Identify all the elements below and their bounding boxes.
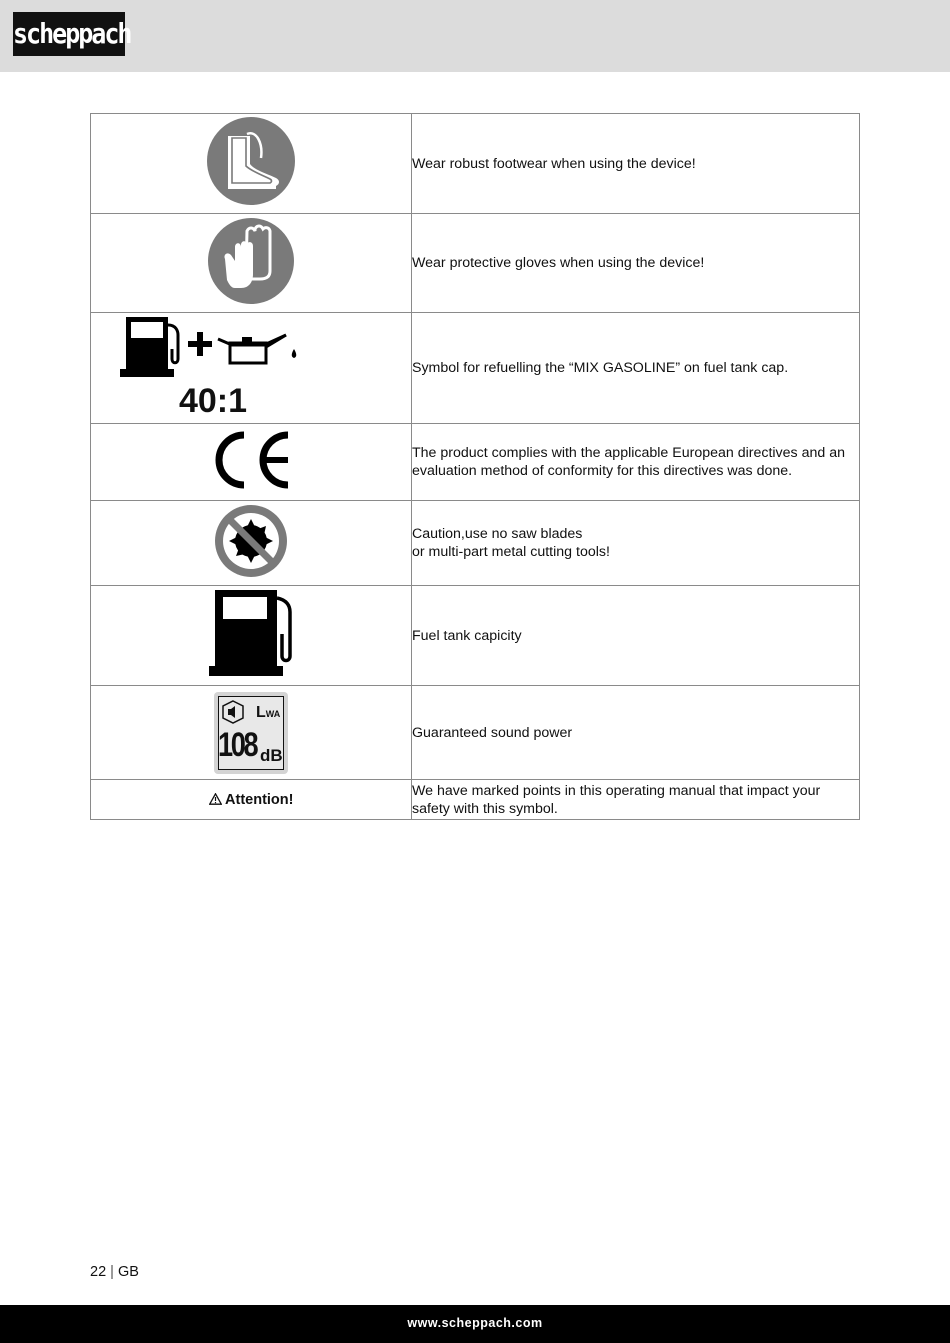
icon-cell: [91, 313, 412, 424]
fuel-mix-icon: [120, 313, 382, 423]
page-footer: [0, 1305, 950, 1343]
text-cell: [412, 780, 860, 820]
no-saw-blade-icon: [214, 504, 288, 583]
row-description-line2: or multi-part metal cutting tools!: [412, 544, 610, 560]
db-unit: dB: [260, 745, 283, 765]
row-description: Guaranteed sound power: [412, 724, 573, 741]
icon-cell: [91, 424, 412, 501]
ce-mark-icon: [208, 429, 294, 496]
lwa-label: LWA: [256, 703, 281, 721]
icon-cell: [91, 780, 412, 820]
db-value: 108: [218, 725, 257, 764]
gloves-icon: [207, 217, 295, 310]
icon-cell: [91, 686, 412, 780]
row-description: Fuel tank capicity: [412, 627, 522, 644]
table-row: [91, 586, 860, 686]
row-description: Wear robust footwear when using the device!: [412, 155, 696, 172]
page-header: [0, 0, 950, 72]
text-cell: [412, 313, 860, 424]
mix-ratio-label: 40:1: [178, 382, 248, 420]
table-row: [91, 114, 860, 214]
table-row: [91, 686, 860, 780]
page-number: 22 | GB: [90, 1264, 139, 1280]
row-description: Wear protective gloves when using the device!: [412, 255, 705, 271]
row-description: We have marked points in this operating manual that impact your safety with this symbol.: [412, 782, 821, 817]
attention-label: Attention!: [209, 792, 294, 808]
speaker-icon: [222, 700, 244, 724]
icon-cell: [91, 114, 412, 214]
scheppach-logo: scheppach: [13, 12, 125, 56]
website-link[interactable]: www.scheppach.com: [407, 1316, 543, 1330]
table-row: [91, 214, 860, 313]
text-cell: [412, 586, 860, 686]
symbols-table: [90, 113, 860, 820]
fuel-pump-icon: [209, 588, 293, 683]
table-row: [91, 313, 860, 424]
text-cell: [412, 424, 860, 501]
sound-power-icon: [214, 692, 288, 774]
warning-icon: [209, 793, 222, 805]
icon-cell: [91, 586, 412, 686]
row-description-line1: Caution,use no saw blades: [412, 526, 583, 542]
table-row: [91, 780, 860, 820]
row-description: Symbol for refuelling the “MIX GASOLINE” on fuel tank cap.: [412, 360, 789, 376]
text-cell: [412, 501, 860, 586]
table-row: [91, 501, 860, 586]
boot-icon: [206, 116, 296, 211]
row-description: The product complies with the applicable European directives and an evaluation method of conformity for this directives was done.: [412, 445, 845, 479]
text-cell: [412, 114, 860, 214]
icon-cell: [91, 501, 412, 586]
icon-cell: [91, 214, 412, 313]
text-cell: [412, 214, 860, 313]
text-cell: [412, 686, 860, 780]
table-row: [91, 424, 860, 501]
